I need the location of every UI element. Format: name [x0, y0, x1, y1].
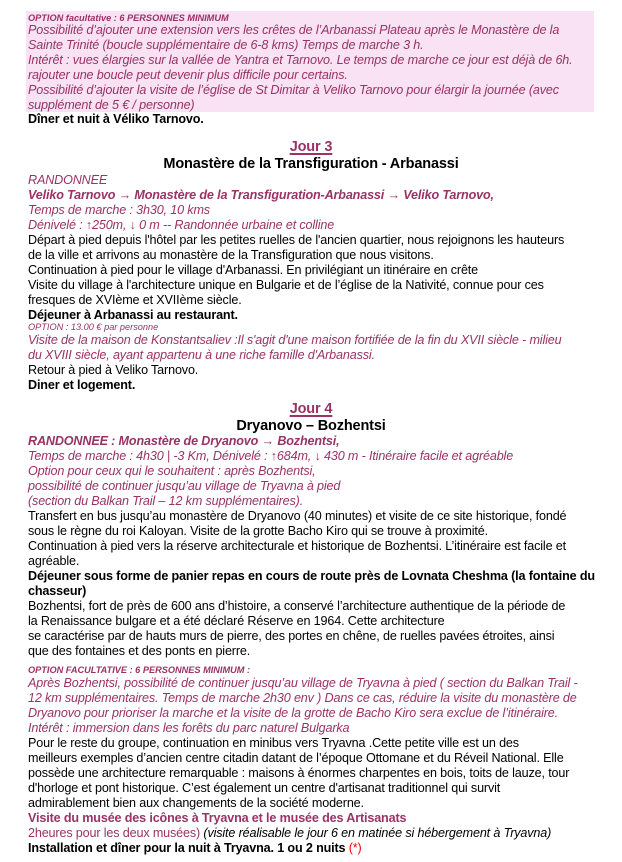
hike-label: RANDONNEE : Monastère de Dryanovo → Bozhentsi,	[28, 434, 340, 448]
body-text-line: admirablement bien aux changements de la société moderne.	[28, 796, 364, 810]
body-text-line: possède une architecture remarquable : maisons à énormes charpentes en bois, toits de lauze, tour	[28, 766, 570, 780]
return-line: Retour à pied à Veliko Tarnovo.	[28, 363, 199, 377]
body-text-line: Continuation à pied vers la réserve architecturale et historique de Bozhentsi. L’itinéraire est facile et	[28, 539, 566, 553]
accommodation-text: Installation et dîner pour la nuit à Tryavna. 1 ou 2 nuits	[28, 841, 346, 855]
elevation-line: Dénivelé : ↑250m, ↓ 0 m -- Randonnée urbaine et colline	[28, 218, 335, 232]
body-text-line: fresques de XVIème et XVIIème siècle.	[28, 293, 242, 307]
option-text-line: rajouter une boucle peut devenir plus difficile pour certains.	[28, 68, 348, 82]
option-text-line: 12 km supplémentaires. Temps de marche 2h30 env ) Dans ce cas, réduire la visite du monastère de	[28, 691, 577, 705]
body-text-line: de la ville et arrivons au monastère de la Transfiguration que nous visitons.	[28, 248, 434, 262]
option-text-line: Possibilité d’ajouter la visite de l’église de St Dimitar à Veliko Tarnovo pour élargir la journée (avec	[28, 83, 559, 97]
option-text-line: supplément de 5 € / personne)	[28, 98, 195, 112]
final-line	[28, 841, 362, 856]
lunch-line: Déjeuner sous forme de panier repas en cours de route près de Lovnata Cheshma (la fontaine du	[28, 569, 595, 583]
option-label: OPTION facultative : 6 PERSONNES MINIMUM	[28, 13, 229, 23]
option-label: OPTION : 13.00 € par personne	[28, 322, 159, 332]
option-intro-line: possibilité de continuer jusqu’au village de Tryavna à pied	[28, 479, 341, 493]
body-text-line: la Renaissance bulgare et a été déclaré Réserve en 1964. Cette architecture	[28, 614, 445, 628]
museum-note: (visite réalisable le jour 6 en matinée si hébergement à Tryavna)	[203, 826, 552, 840]
option-text-line: Après Bozhentsi, possibilité de continuer jusqu’au village de Tryavna à pied ( section du Balkan Trail -	[28, 676, 578, 690]
option-text-line: Dryanovo pour prioriser la marche et la visite de la grotte de Bacho Kiro sera exclue de l’itinéraire.	[28, 706, 558, 720]
body-text-line: que des fontaines et des ponts en pierre.	[28, 644, 251, 658]
lunch-line: chasseur)	[28, 584, 87, 598]
day-heading: Jour 3	[289, 139, 333, 155]
dinner-line: Dîner et nuit à Véliko Tarnovo.	[28, 112, 204, 126]
option-text-line: Intérêt : immersion dans les forêts du parc naturel Bulgarka	[28, 721, 350, 735]
day-title: Dryanovo – Bozhentsi	[236, 418, 386, 434]
route-line: Veliko Tarnovo → Monastère de la Transfiguration-Arbanassi → Veliko Tarnovo,	[28, 188, 494, 202]
body-text-line: Transfert en bus jusqu’au monastère de Dryanovo (40 minutes) et visite de ce site historique, fondé	[28, 509, 567, 523]
day-heading: Jour 4	[289, 401, 333, 417]
day-title: Monastère de la Transfiguration - Arbanassi	[163, 156, 459, 172]
body-text-line: agréable.	[28, 554, 80, 568]
museum-visit: Visite du musée des icônes à Tryavna et le musée des Artisanats	[28, 811, 407, 825]
walk-time: Temps de marche : 4h30 | -3 Km, Dénivelé : ↑684m, ↓ 430 m - Itinéraire facile et agréable	[28, 449, 514, 463]
option-intro-line: (section du Balkan Trail – 12 km supplémentaires).	[28, 494, 304, 508]
option-label: OPTION FACULTATIVE : 6 PERSONNES MINIMUM :	[28, 665, 251, 675]
option-intro-line: Option pour ceux qui le souhaitent : après Bozhentsi,	[28, 464, 316, 478]
body-text-line: se caractérise par de hauts murs de pierre, des portes en chêne, de ruelles pavées étroites, ainsi	[28, 629, 555, 643]
footnote-mark: (*)	[348, 841, 362, 855]
body-text-line: d'horloge et pont historique. C’est également un centre d'artisanat traditionnel qui survit	[28, 781, 501, 795]
option-text-line: Visite de la maison de Konstantsaliev :Il s'agit d'une maison fortifiée de la fin du XVII siècle - milieu	[28, 333, 562, 347]
walk-time: Temps de marche : 3h30, 10 kms	[28, 203, 210, 217]
body-text-line: meilleurs exemples d’ancien centre citadin datant de l’époque Ottomane et du Réveil National. Elle	[28, 751, 564, 765]
hike-label: RANDONNEE	[28, 173, 108, 187]
option-text-line: Sainte Trinité (boucle supplémentaire de 6-8 kms) Temps de marche 3 h.	[28, 38, 424, 52]
museum-duration: 2heures pour les deux musées)	[28, 826, 201, 840]
body-text-line: Pour le reste du groupe, continuation en minibus vers Tryavna .Cette petite ville est un des	[28, 736, 519, 750]
lunch-line: Déjeuner à Arbanassi au restaurant.	[28, 308, 238, 322]
dinner-line: Diner et logement.	[28, 378, 136, 392]
body-text-line: Bozhentsi, fort de près de 600 ans d’histoire, a conservé l’architecture authentique de la période de	[28, 599, 566, 613]
museum-duration-line	[28, 826, 551, 841]
body-text-line: Continuation à pied pour le village d'Arbanassi. En privilégiant un itinéraire en crête	[28, 263, 479, 277]
body-text-line: Visite du village à l'architecture unique en Bulgarie et de l’église de la Nativité, connue pour ces	[28, 278, 544, 292]
option-text-line: Intérêt : vues élargies sur la vallée de Yantra et Tarnovo. Le temps de marche ce jour est déjà de 6h.	[28, 53, 573, 67]
body-text-line: Départ à pied depuis l'hôtel par les petites ruelles de l'ancien quartier, nous rejoignons les hauteurs	[28, 233, 565, 247]
body-text-line: sous le règne du roi Kaloyan. Visite de la grotte Bacho Kiro qui se trouve à proximité.	[28, 524, 488, 538]
option-text-line: Possibilité d’ajouter une extension vers les crêtes de l’Arbanassi Plateau après le Monastère de la	[28, 23, 560, 37]
option-text-line: du XVIII siècle, ayant appartenu à une riche famille d'Arbanassi.	[28, 348, 375, 362]
